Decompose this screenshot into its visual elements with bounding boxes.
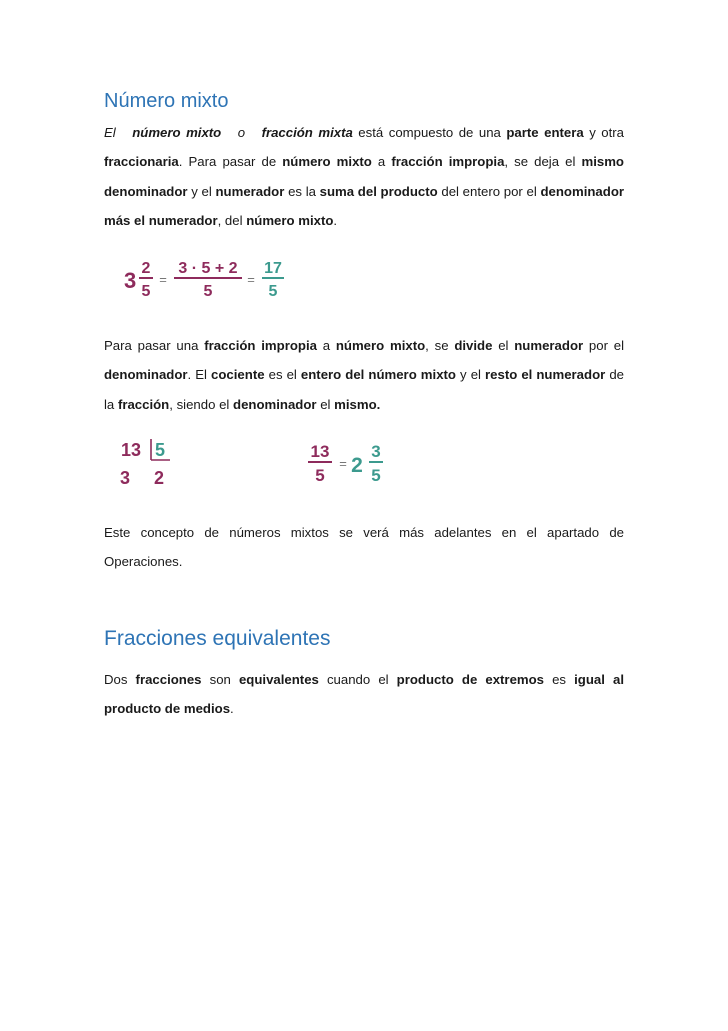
formula2-result-fraction-bar [369, 461, 383, 463]
long-division-layout [114, 436, 174, 491]
paragraph-concept-note: Este concepto de números mixtos se verá más adelantes en el apartado de Operaciones. [104, 525, 624, 570]
paragraph-equivalent-definition: Dos fracciones son equivalentes cuando el producto de extremos es igual al producto de medios. [104, 672, 624, 717]
paragraph-mixed-number-definition: El número mixto o fracción mixta está compuesto de una parte entera y otra fraccionaria. Para pasar de número mixto a fracción impropia, se deja el mismo denominador y el numerador es la suma del producto del entero por el denominador más el numerador, del número mixto. [104, 125, 625, 228]
formula1-result-fraction-bar [262, 277, 284, 279]
formula1-result-numerator: 17 [264, 260, 282, 277]
formula-mixed-to-improper [118, 254, 298, 304]
formula2-fraction-bar [308, 461, 332, 463]
formula2-result-denominator: 5 [371, 466, 381, 485]
formula1-equals-2: = [247, 272, 255, 287]
formula1-numerator: 2 [141, 260, 151, 277]
formula2-numerator: 13 [310, 442, 330, 461]
paragraph-improper-to-mixed: Para pasar una fracción impropia a número mixto, se divide el numerador por el denominador. El cociente es el entero del número mixto y el resto el numerador de la fracción, siendo el denominador el mismo. [104, 338, 625, 412]
division-quotient: 2 [153, 468, 165, 488]
division-divisor: 5 [154, 440, 166, 460]
formula1-result-denominator: 5 [268, 283, 278, 300]
division-remainder: 3 [119, 468, 131, 488]
formula-improper-to-mixed [303, 440, 393, 490]
formula1-denominator-2: 5 [203, 283, 213, 300]
formula1-denominator: 5 [141, 283, 151, 300]
formula2-whole: 2 [351, 454, 363, 477]
formula1-fraction-bar-2 [174, 277, 242, 279]
formula1-whole: 3 [124, 268, 137, 293]
formula2-denominator: 5 [315, 466, 325, 485]
formula2-equals: = [339, 456, 347, 471]
section-title-fracciones-equivalentes: Fracciones equivalentes [104, 627, 331, 650]
formula1-numerator-expression: 3 · 5 + 2 [178, 260, 238, 277]
formula2-result-numerator: 3 [371, 442, 381, 461]
section-title-numero-mixto: Número mixto [104, 90, 229, 112]
division-dividend: 13 [120, 440, 142, 460]
formula1-fraction-bar [139, 277, 153, 279]
formula1-equals-1: = [159, 272, 167, 287]
